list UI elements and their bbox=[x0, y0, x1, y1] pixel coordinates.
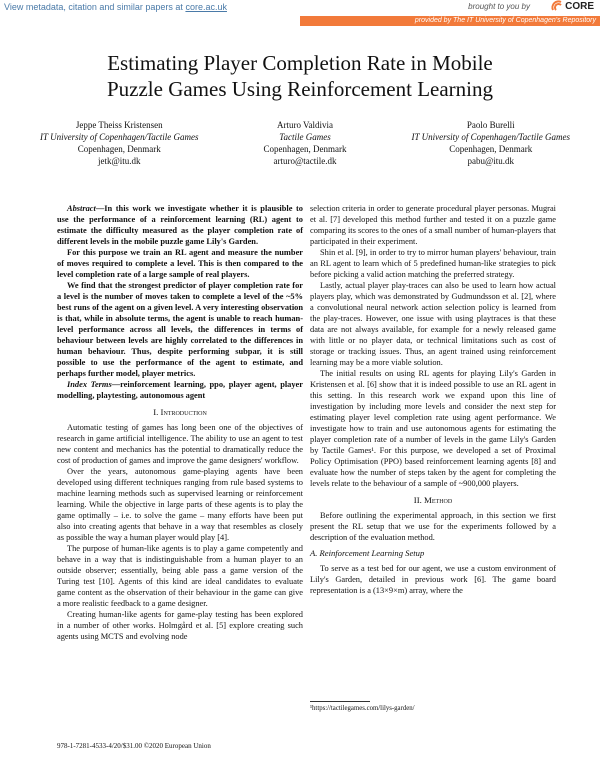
body-paragraph: Shin et al. [9], in order to try to mirror human players' behaviour, train an RL agent to learn which of 5 predefined human-like strategies to pick before picking a valid action matching the preferred strategy. bbox=[310, 248, 556, 279]
body-paragraph: selection criteria in order to generate procedural player personas. Mugrai et al. [7] developed this method further and tested it on a puzzle game comparing its scores to the ones of a small number of human-players that participated in their experiment. bbox=[310, 204, 556, 246]
section-heading-method: II. Method bbox=[413, 495, 453, 505]
footnote-rule bbox=[310, 701, 370, 702]
section-heading-introduction: I. Introduction bbox=[153, 407, 207, 417]
abstract-p1 bbox=[57, 203, 303, 247]
author-email: arturo@tactile.dk bbox=[273, 156, 337, 166]
abstract-p3: We find that the strongest predictor of player completion rate for a level is the number of moves taken to complete a level of the ~5% best runs of the agent on a given level. A very interesting observation is that, while in absolute terms, the agent is unable to reach human-level performance across all levels, the differences in terms of behaviour between levels are highly correlated to the differences in human behaviour. Thus, despite performing subpar, it is still possible to use the performance of the agent to estimate, and perhaps further model, player metrics. bbox=[57, 281, 303, 378]
core-banner bbox=[0, 0, 600, 28]
author-name: Arturo Valdivia bbox=[276, 120, 334, 130]
intro-paragraph: Automatic testing of games has long been one of the objectives of research in game artificial intelligence. The ability to use an agent to test new content and mechanics has the potential to dramatically reduce the cost of production of games and improve the game designers' workflow. bbox=[57, 423, 303, 465]
rl-paragraph: To serve as a test bed for our agent, we use a custom environment of Lily's Garden, detailed in previous work [6]. The game board representation is a (13×9×m) array, where the bbox=[310, 564, 556, 595]
abstract-label: Abstract bbox=[67, 204, 96, 213]
body-paragraph: The initial results on using RL agents for playing Lily's Garden in Kristensen et al. [6] show that it is indeed possible to use an RL agent in this setting. In this research work we expand upon this line of investigation by including more levels and consider the next step for estimating player level completion rate using agent performance. We investigate how to train and use autonomous agents for estimating the player completion rate of a number of levels in the game Lily's Garden by Tactile Games¹. For this purpose, we developed a set of Proximal Policy Optimisation (PPO) based reinforcement learning agents [8] and evaluate how the number of steps taken by the agent for completing the levels relate to the behaviour of a sample of ~900,000 players. bbox=[310, 369, 556, 488]
paper-title bbox=[40, 50, 560, 102]
body-paragraph: Lastly, actual player play-traces can also be used to learn how actual players play, which was demonstrated by Gudmundsson et al. [2], where a convolutional neural network action selection policy is learned from the play-traces. However, one issue with using playtraces is that these data are not always available, for example for a newly released game with little or no player data, or technical limitations such as cost of storage or tracking issues. Thus, an agent trained using reinforcement learning may be a more viable solution. bbox=[310, 281, 556, 367]
author-3 bbox=[411, 119, 570, 167]
subsection-heading-rl-setup: A. Reinforcement Learning Setup bbox=[310, 548, 425, 558]
method-paragraph: Before outlining the experimental approach, in this section we first present the RL setup that we use for the experiments followed by a description of the evaluation method. bbox=[310, 511, 556, 542]
author-2 bbox=[264, 119, 347, 167]
index-terms bbox=[57, 379, 303, 401]
intro-paragraph: Over the years, autonomous game-playing agents have been developed using different techniques ranging from rule based systems to machine learning methods such as supervised learning or reinforcement learning. While the objective in large parts of these agents is to play the game optimally – i.e. to solve the game – many efforts have been put also into creating agents that behave in a way that resembles as closely as possible the way a human player would play [4]. bbox=[57, 467, 303, 542]
intro-paragraph: The purpose of human-like agents is to play a game competently and behave in a way that is indistinguishable from a human player to an outside observer; essentially, being able pass a game version of the Turing test [10]. Agents of this kind are ideal candidates to evaluate game content as the observation of their behaviour in the game can give a more realistic feedback to a game designer. bbox=[57, 544, 303, 608]
title-line-1: Estimating Player Completion Rate in Mobile bbox=[107, 51, 493, 75]
metadata-link[interactable] bbox=[4, 2, 227, 12]
abstract bbox=[57, 203, 303, 379]
author-location: Copenhagen, Denmark bbox=[449, 144, 533, 154]
author-block bbox=[40, 119, 570, 167]
left-column bbox=[57, 203, 303, 642]
author-affiliation: Tactile Games bbox=[279, 132, 331, 142]
author-affiliation: IT University of Copenhagen/Tactile Games bbox=[40, 132, 199, 142]
index-terms-label: Index Terms bbox=[67, 380, 112, 389]
author-1 bbox=[40, 119, 199, 167]
provider-text[interactable]: provided by The IT University of Copenhagen's Repository bbox=[414, 17, 596, 24]
core-logo[interactable] bbox=[551, 0, 594, 12]
title-line-2: Puzzle Games Using Reinforcement Learning bbox=[106, 77, 494, 101]
author-name: Jeppe Theiss Kristensen bbox=[75, 120, 163, 130]
brought-by-text: brought to you by bbox=[468, 2, 530, 11]
author-email: pabu@itu.dk bbox=[467, 156, 514, 166]
author-affiliation: IT University of Copenhagen/Tactile Games bbox=[411, 132, 570, 142]
author-location: Copenhagen, Denmark bbox=[77, 144, 161, 154]
author-name: Paolo Burelli bbox=[466, 120, 515, 130]
intro-paragraph: Creating human-like agents for game-play testing has been explored in a number of other works. Holmgård et al. [5] explore creating such agents using MCTS and evolving node bbox=[57, 610, 303, 641]
core-ac-uk-link[interactable]: core.ac.uk bbox=[185, 2, 227, 12]
index-terms-text: —reinforcement learning, ppo, player agent, player modelling, playtesting, autonomous agent bbox=[57, 380, 303, 400]
footnote[interactable]: ¹https://tactilegames.com/lilys-garden/ bbox=[310, 705, 415, 712]
copyright-footer: 978-1-7281-4533-4/20/$31.00 ©2020 European Union bbox=[57, 742, 211, 750]
right-column bbox=[310, 203, 556, 596]
abstract-p1-text: —In this work we investigate whether it is plausible to use the performance of a reinforcement learning (RL) agent to estimate the difficulty measured as the player completion rate of different levels in the mobile puzzle game Lily's Garden. bbox=[57, 204, 303, 246]
metadata-link-prefix: View metadata, citation and similar papers at bbox=[4, 2, 186, 12]
author-location: Copenhagen, Denmark bbox=[263, 144, 347, 154]
core-logo-icon bbox=[551, 0, 563, 12]
core-label: CORE bbox=[565, 0, 594, 12]
author-email: jetk@itu.dk bbox=[97, 156, 141, 166]
abstract-p2: For this purpose we train an RL agent and measure the number of moves required to complete a level. This is then compared to the level completion rate of a large sample of real players. bbox=[57, 248, 303, 279]
